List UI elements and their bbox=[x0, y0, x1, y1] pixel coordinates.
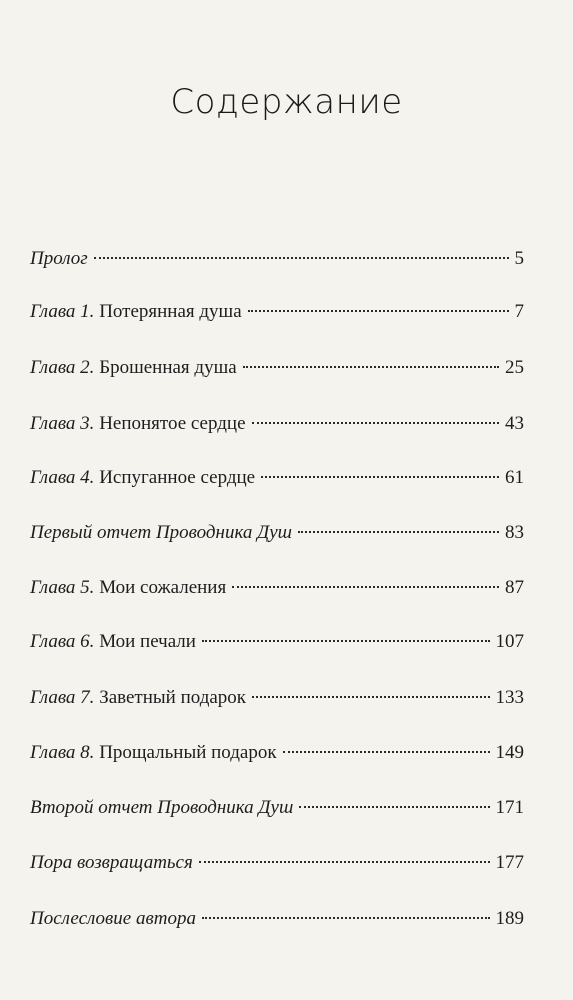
toc-entry-chapter-5 bbox=[30, 573, 524, 603]
toc-entry-prefix: Глава 5. bbox=[30, 577, 95, 598]
toc-entry-label bbox=[30, 353, 237, 383]
toc-entry-title: Заветный подарок bbox=[94, 687, 247, 708]
toc-entry-prefix: Глава 6. bbox=[30, 631, 95, 652]
toc-entry-title: Потерянная душа bbox=[94, 301, 242, 322]
toc-entry-prologue bbox=[30, 244, 524, 274]
toc-entry-title: Мои печали bbox=[94, 631, 196, 652]
toc-entry-label bbox=[30, 297, 242, 327]
toc-entry-first-report bbox=[30, 518, 524, 548]
toc-entry-prefix: Второй отчет Проводника Душ bbox=[30, 797, 294, 818]
toc-entry-label bbox=[30, 463, 255, 493]
toc-entry-label bbox=[30, 518, 292, 548]
toc-entry-prefix: Глава 4. bbox=[30, 467, 95, 488]
toc-entry-chapter-1 bbox=[30, 297, 524, 327]
toc-page-number: 5 bbox=[514, 248, 524, 269]
toc-entry-prefix: Глава 2. bbox=[30, 357, 95, 378]
toc-entry-chapter-3 bbox=[30, 409, 524, 439]
toc-page-number: 189 bbox=[495, 908, 524, 929]
toc-page-number: 149 bbox=[495, 742, 524, 763]
dot-leader bbox=[202, 917, 490, 919]
toc-entry-chapter-4 bbox=[30, 463, 524, 493]
toc-entry-prefix: Послесловие автора bbox=[30, 908, 196, 929]
toc-entry-title: Мои сожаления bbox=[94, 577, 227, 598]
toc-entry-prefix: Пора возвращаться bbox=[30, 852, 193, 873]
dot-leader bbox=[248, 310, 509, 312]
toc-page-number: 43 bbox=[505, 413, 524, 434]
toc-page-number: 25 bbox=[505, 357, 524, 378]
toc-entry-prefix: Глава 3. bbox=[30, 413, 95, 434]
toc-entry-return bbox=[30, 848, 524, 878]
toc-entry-chapter-2 bbox=[30, 353, 524, 383]
dot-leader bbox=[252, 422, 499, 424]
toc-entry-afterword bbox=[30, 904, 524, 934]
toc-entry-prefix: Глава 8. bbox=[30, 742, 95, 763]
toc-entry-prefix: Глава 7. bbox=[30, 687, 95, 708]
toc-entry-label bbox=[30, 627, 196, 657]
toc-entry-title: Прощальный подарок bbox=[94, 742, 277, 763]
toc-entry-title: Непонятое сердце bbox=[94, 413, 246, 434]
dot-leader bbox=[202, 640, 490, 642]
toc-entry-chapter-6 bbox=[30, 627, 524, 657]
toc-page-number: 133 bbox=[495, 687, 524, 708]
dot-leader bbox=[94, 257, 509, 259]
toc-page-number: 87 bbox=[505, 577, 524, 598]
toc-entry-second-report bbox=[30, 793, 524, 823]
toc-entry-title: Испуганное сердце bbox=[94, 467, 256, 488]
toc-page-number: 177 bbox=[495, 852, 524, 873]
toc-entry-label bbox=[30, 848, 193, 878]
toc-page-number: 171 bbox=[495, 797, 524, 818]
toc-entry-label bbox=[30, 738, 277, 768]
toc-entry-prefix: Глава 1. bbox=[30, 301, 95, 322]
toc-entry-label bbox=[30, 683, 246, 713]
dot-leader bbox=[232, 586, 499, 588]
dot-leader bbox=[283, 751, 490, 753]
toc-page-number: 83 bbox=[505, 522, 524, 543]
toc-entry-chapter-7 bbox=[30, 683, 524, 713]
dot-leader bbox=[261, 476, 499, 478]
dot-leader bbox=[299, 806, 489, 808]
toc-entry-label bbox=[30, 793, 293, 823]
toc-entry-label bbox=[30, 409, 246, 439]
toc-entry-chapter-8 bbox=[30, 738, 524, 768]
toc-entry-prefix: Пролог bbox=[30, 248, 88, 269]
page-title: Содержание bbox=[170, 82, 403, 122]
toc-entry-label bbox=[30, 904, 196, 934]
dot-leader bbox=[199, 861, 490, 863]
toc-entry-prefix: Первый отчет Проводника Душ bbox=[30, 522, 292, 543]
dot-leader bbox=[298, 531, 499, 533]
toc-page-number: 61 bbox=[505, 467, 524, 488]
toc-entry-label bbox=[30, 244, 88, 274]
toc-entry-title: Брошенная душа bbox=[94, 357, 237, 378]
dot-leader bbox=[243, 366, 499, 368]
toc-entry-label bbox=[30, 573, 226, 603]
dot-leader bbox=[252, 696, 489, 698]
toc-page-number: 107 bbox=[495, 631, 524, 652]
toc-page-number: 7 bbox=[514, 301, 524, 322]
